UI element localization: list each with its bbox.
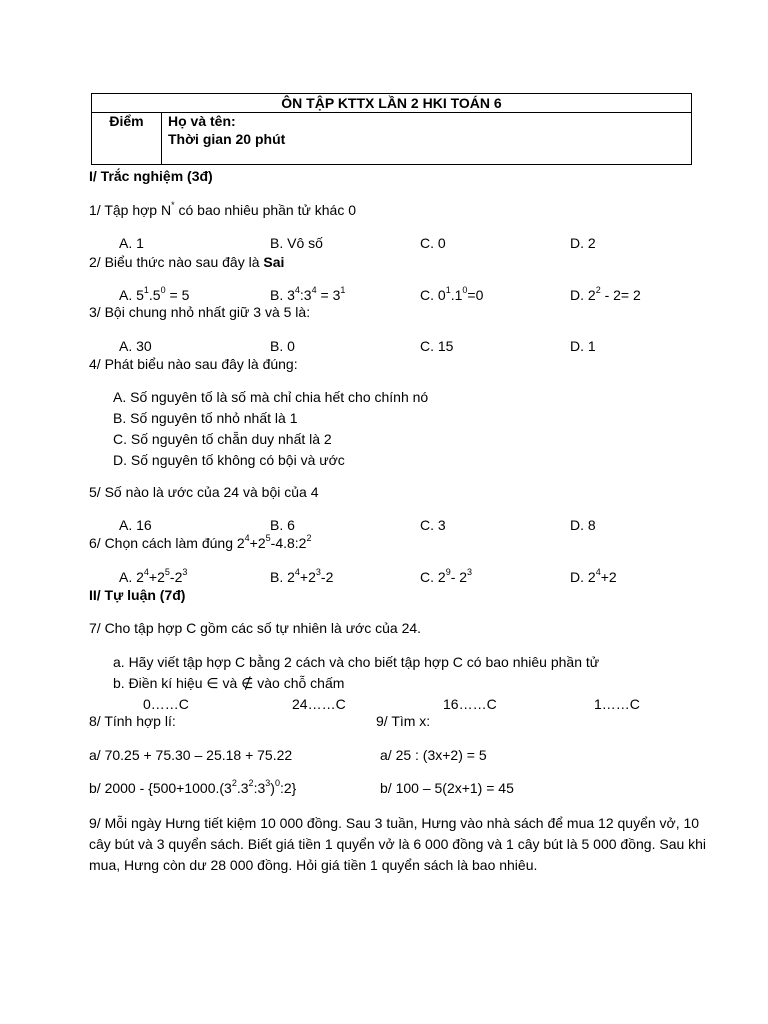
q3-option-c: C. 15 — [420, 338, 454, 354]
q4-option-c: C. Số nguyên tố chẵn duy nhất là 2 — [113, 431, 332, 447]
q3-option-b: B. 0 — [270, 338, 295, 354]
q4-text: 4/ Phát biểu nào sau đây là đúng: — [89, 356, 298, 372]
q5-option-a: A. 16 — [119, 517, 152, 533]
q7-part-a: a. Hãy viết tập hợp C bằng 2 cách và cho biết tập hợp C có bao nhiêu phần tử — [113, 654, 600, 670]
name-label: Họ và tên: — [168, 113, 236, 129]
q4-option-b: B. Số nguyên tố nhỏ nhất là 1 — [113, 410, 298, 426]
q3-option-a: A. 30 — [119, 338, 152, 354]
header-table — [91, 93, 692, 165]
q7-text: 7/ Cho tập hợp C gồm các số tự nhiên là ước của 24. — [89, 620, 422, 636]
q3-option-d: D. 1 — [570, 338, 596, 354]
q9x-part-a: a/ 25 : (3x+2) = 5 — [380, 747, 487, 763]
q1-option-a: A. 1 — [119, 235, 144, 251]
q4-option-d: D. Số nguyên tố không có bội và ước — [113, 452, 345, 468]
q8-title: 8/ Tính hợp lí: — [89, 713, 176, 729]
q8-part-b: b/ $2000 - \{500+1000.(3^2.3^2:3^3)^0:2\}$ — [89, 778, 297, 796]
q7-blank-4: 1……C — [594, 696, 640, 712]
q3-text: 3/ Bội chung nhỏ nhất giữ 3 và 5 là: — [89, 304, 311, 320]
q6-option-d: D. $2^4+2$ — [570, 567, 617, 585]
q7-blank-2: 24……C — [292, 696, 346, 712]
q5-option-c: C. 3 — [420, 517, 446, 533]
table-divider — [161, 112, 162, 164]
part2-heading: II/ Tự luận (7đ) — [89, 587, 186, 603]
q9x-title: 9/ Tìm x: — [376, 713, 431, 729]
q9-text: 9/ Mỗi ngày Hưng tiết kiệm 10 000 đồng. Sau 3 tuần, Hưng vào nhà sách để mua 12 quyển vở, 10 cây bút và 3 quyển sách. Biết giá tiền 1 quyển vở là 6 000 đồng và 1 cây bút là 5 000 đồng. Sau khi mua, Hưng còn dư 28 000 đồng. Hỏi giá tiền 1 quyển sách là bao nhiêu. — [89, 815, 707, 873]
q7-blank-3: 16……C — [443, 696, 497, 712]
q1-option-d: D. 2 — [570, 235, 596, 251]
q6-option-c: C. $2^9-$ $2^3$ — [420, 567, 473, 585]
q4-option-a: A. Số nguyên tố là số mà chỉ chia hết cho chính nó — [113, 389, 429, 405]
part1-heading: I/ Trắc nghiệm (3đ) — [89, 168, 213, 184]
exam-title: ÔN TẬP KTTX LẦN 2 HKI TOÁN 6 — [92, 94, 691, 113]
q1-option-b: B. Vô số — [270, 235, 323, 251]
q5-text: 5/ Số nào là ước của 24 và bội của 4 — [89, 484, 319, 500]
q5-option-b: B. 6 — [270, 517, 295, 533]
q6-text: 6/ Chọn cách làm đúng $2^4+2^5-4.8:2^2$ — [89, 533, 312, 551]
q1-text: 1/ Tập hợp N* có bao nhiêu phần tử khác 0 — [89, 200, 357, 218]
q2-option-a: A. $5^1.5^0 = 5$ — [119, 285, 190, 303]
q9x-part-b: b/ 100 – 5(2x+1) = 45 — [380, 780, 514, 796]
q2-option-b: B. $3^4:3^4 = 3^1$ — [270, 285, 346, 303]
q6-option-b: B. $2^4+2^3-2$ — [270, 567, 334, 585]
q7-part-b: b. Điền kí hiệu ∈ và ∉ vào chỗ chấm — [113, 675, 345, 691]
q2-text: 2/ Biểu thức nào sau đây là Sai — [89, 254, 285, 270]
q5-option-d: D. 8 — [570, 517, 596, 533]
q2-option-c: C. $0^1.1^0=0$ — [420, 285, 484, 303]
score-label: Điểm — [109, 113, 144, 129]
q6-option-a: A. $2^4+2^5-2^3$ — [119, 567, 188, 585]
q1-option-c: C. 0 — [420, 235, 446, 251]
time-label: Thời gian 20 phút — [168, 131, 286, 147]
q7-blank-1: 0……C — [143, 696, 189, 712]
q2-option-d: D. $2^2 - 2= 2$ — [570, 285, 641, 303]
q8-part-a: a/ 70.25 + 75.30 – 25.18 + 75.22 — [89, 747, 293, 763]
